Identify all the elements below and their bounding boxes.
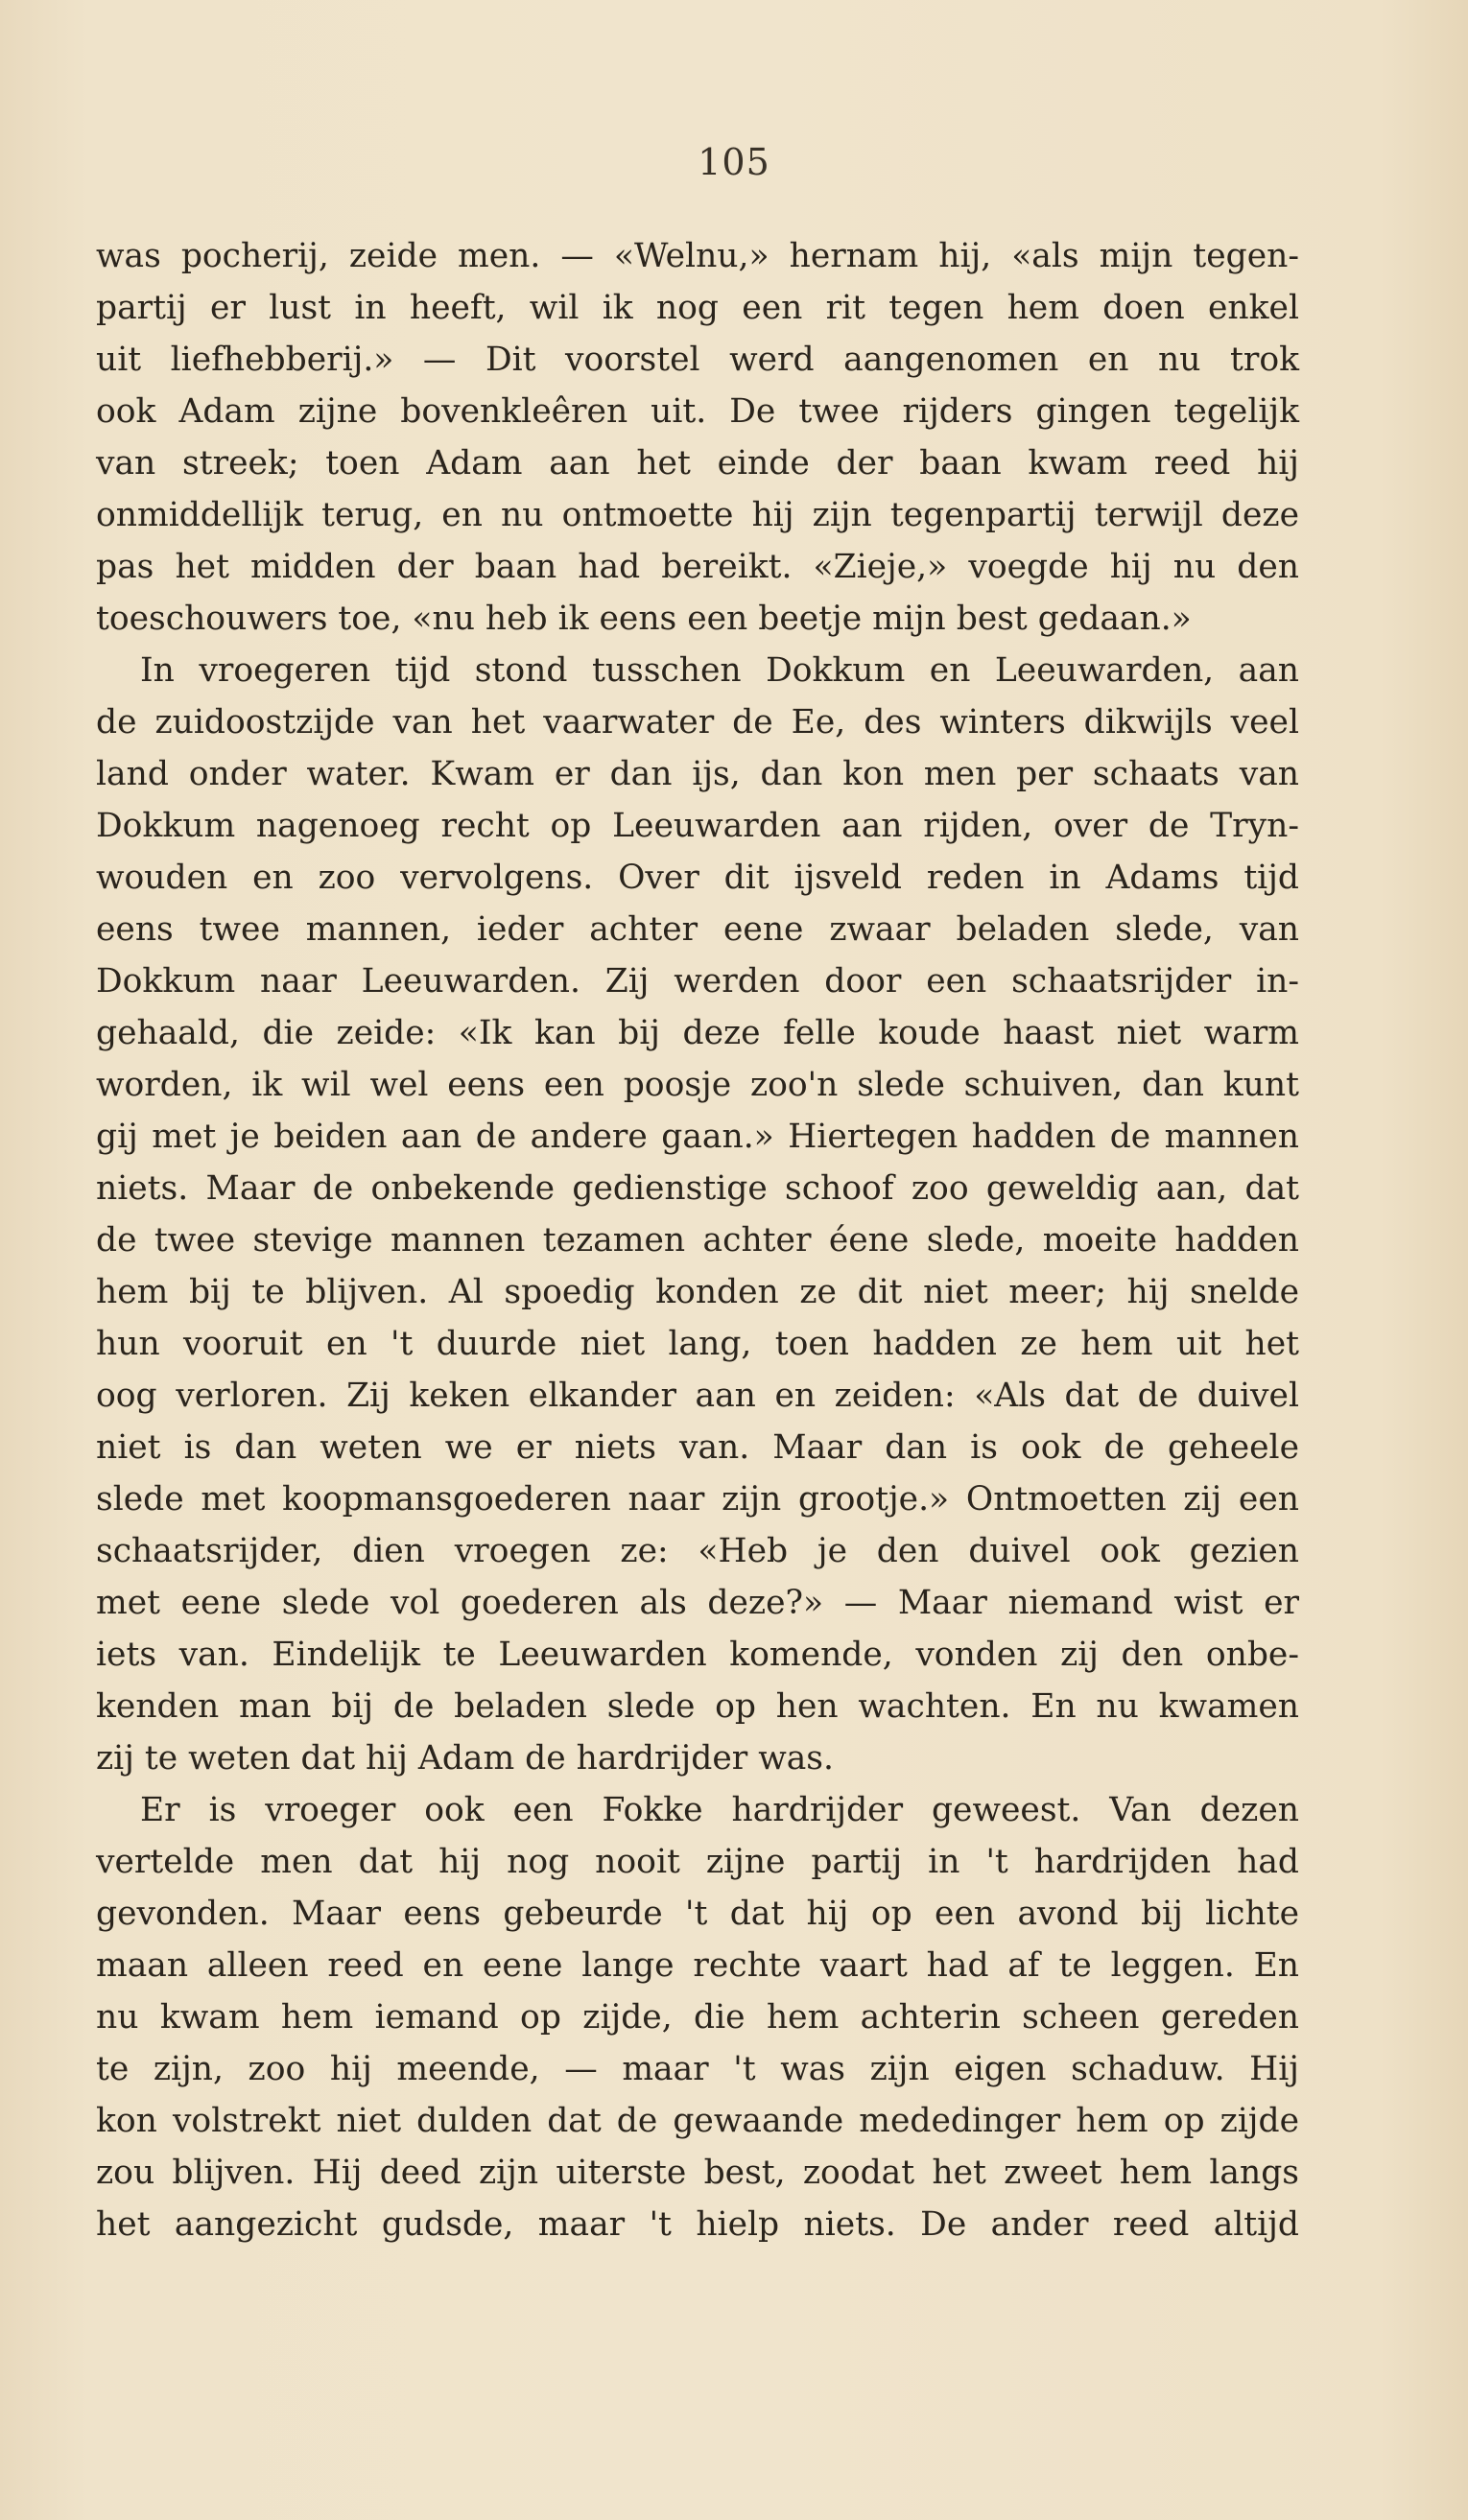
text-line: gehaald, die zeide: «Ik kan bij deze felle koude haast niet warm (96, 1014, 1299, 1052)
text-line: niet is dan weten we er niets van. Maar dan is ook de geheele (96, 1428, 1299, 1467)
text-line: land onder water. Kwam er dan ijs, dan kon men per schaats van (96, 755, 1299, 793)
text-line: Dokkum nagenoeg recht op Leeuwarden aan rijden, over de Tryn- (96, 807, 1299, 845)
text-line: met eene slede vol goederen als deze?» — Maar niemand wist er (96, 1584, 1299, 1622)
text-line: iets van. Eindelijk te Leeuwarden komende, vonden zij den onbe- (96, 1636, 1299, 1674)
body-text (96, 230, 1299, 2250)
text-line: wouden en zoo vervolgens. Over dit ijsveld reden in Adams tijd (96, 859, 1299, 897)
text-line: In vroegeren tijd stond tusschen Dokkum en Leeuwarden, aan (140, 651, 1299, 690)
text-line: oog verloren. Zij keken elkander aan en zeiden: «Als dat de duivel (96, 1377, 1299, 1415)
text-line: te zijn, zoo hij meende, — maar 't was zijn eigen schaduw. Hij (96, 2050, 1299, 2088)
text-line: Dokkum naar Leeuwarden. Zij werden door een schaatsrijder in- (96, 962, 1299, 1001)
text-line: schaatsrijder, dien vroegen ze: «Heb je den duivel ook gezien (96, 1532, 1299, 1570)
text-line: van streek; toen Adam aan het einde der baan kwam reed hij (96, 444, 1299, 483)
text-line: onmiddellijk terug, en nu ontmoette hij zijn tegenpartij terwijl deze (96, 496, 1299, 534)
text-line: nu kwam hem iemand op zijde, die hem achterin scheen gereden (96, 1998, 1299, 2037)
text-line: niets. Maar de onbekende gedienstige schoof zoo geweldig aan, dat (96, 1169, 1299, 1208)
text-line: was pocherij, zeide men. — «Welnu,» hernam hij, «als mijn tegen- (96, 237, 1299, 275)
text-line: zij te weten dat hij Adam de hardrijder was. (96, 1739, 834, 1778)
text-line: vertelde men dat hij nog nooit zijne partij in 't hardrijden had (96, 1843, 1299, 1881)
text-line: maan alleen reed en eene lange rechte vaart had af te leggen. En (96, 1946, 1299, 1985)
text-line: de twee stevige mannen tezamen achter éene slede, moeite hadden (96, 1221, 1299, 1260)
text-line: kenden man bij de beladen slede op hen wachten. En nu kwamen (96, 1687, 1299, 1726)
text-line: kon volstrekt niet dulden dat de gewaande mededinger hem op zijde (96, 2102, 1299, 2140)
text-line: partij er lust in heeft, wil ik nog een rit tegen hem doen enkel (96, 289, 1299, 327)
text-line: zou blijven. Hij deed zijn uiterste best, zoodat het zweet hem langs (96, 2154, 1299, 2192)
text-line: ook Adam zijne bovenkleêren uit. De twee rijders gingen tegelijk (96, 392, 1299, 431)
text-line: slede met koopmansgoederen naar zijn grootje.» Ontmoetten zij een (96, 1480, 1299, 1519)
text-line: toeschouwers toe, «nu heb ik eens een beetje mijn best gedaan.» (96, 600, 1192, 638)
text-line: hun vooruit en 't duurde niet lang, toen hadden ze hem uit het (96, 1325, 1299, 1363)
text-line: uit liefhebberij.» — Dit voorstel werd aangenomen en nu trok (96, 341, 1299, 379)
text-line: worden, ik wil wel eens een poosje zoo'n slede schuiven, dan kunt (96, 1066, 1299, 1104)
page-number: 105 (698, 141, 770, 183)
text-line: de zuidoostzijde van het vaarwater de Ee, des winters dikwijls veel (96, 703, 1299, 742)
text-line: Er is vroeger ook een Fokke hardrijder geweest. Van dezen (140, 1791, 1299, 1829)
text-line: het aangezicht gudsde, maar 't hielp niets. De ander reed altijd (96, 2205, 1299, 2244)
text-line: hem bij te blijven. Al spoedig konden ze dit niet meer; hij snelde (96, 1273, 1299, 1311)
text-line: eens twee mannen, ieder achter eene zwaar beladen slede, van (96, 910, 1299, 949)
text-line: gevonden. Maar eens gebeurde 't dat hij op een avond bij lichte (96, 1895, 1299, 1933)
text-line: pas het midden der baan had bereikt. «Zieje,» voegde hij nu den (96, 548, 1299, 586)
text-line: gij met je beiden aan de andere gaan.» Hiertegen hadden de mannen (96, 1118, 1299, 1156)
